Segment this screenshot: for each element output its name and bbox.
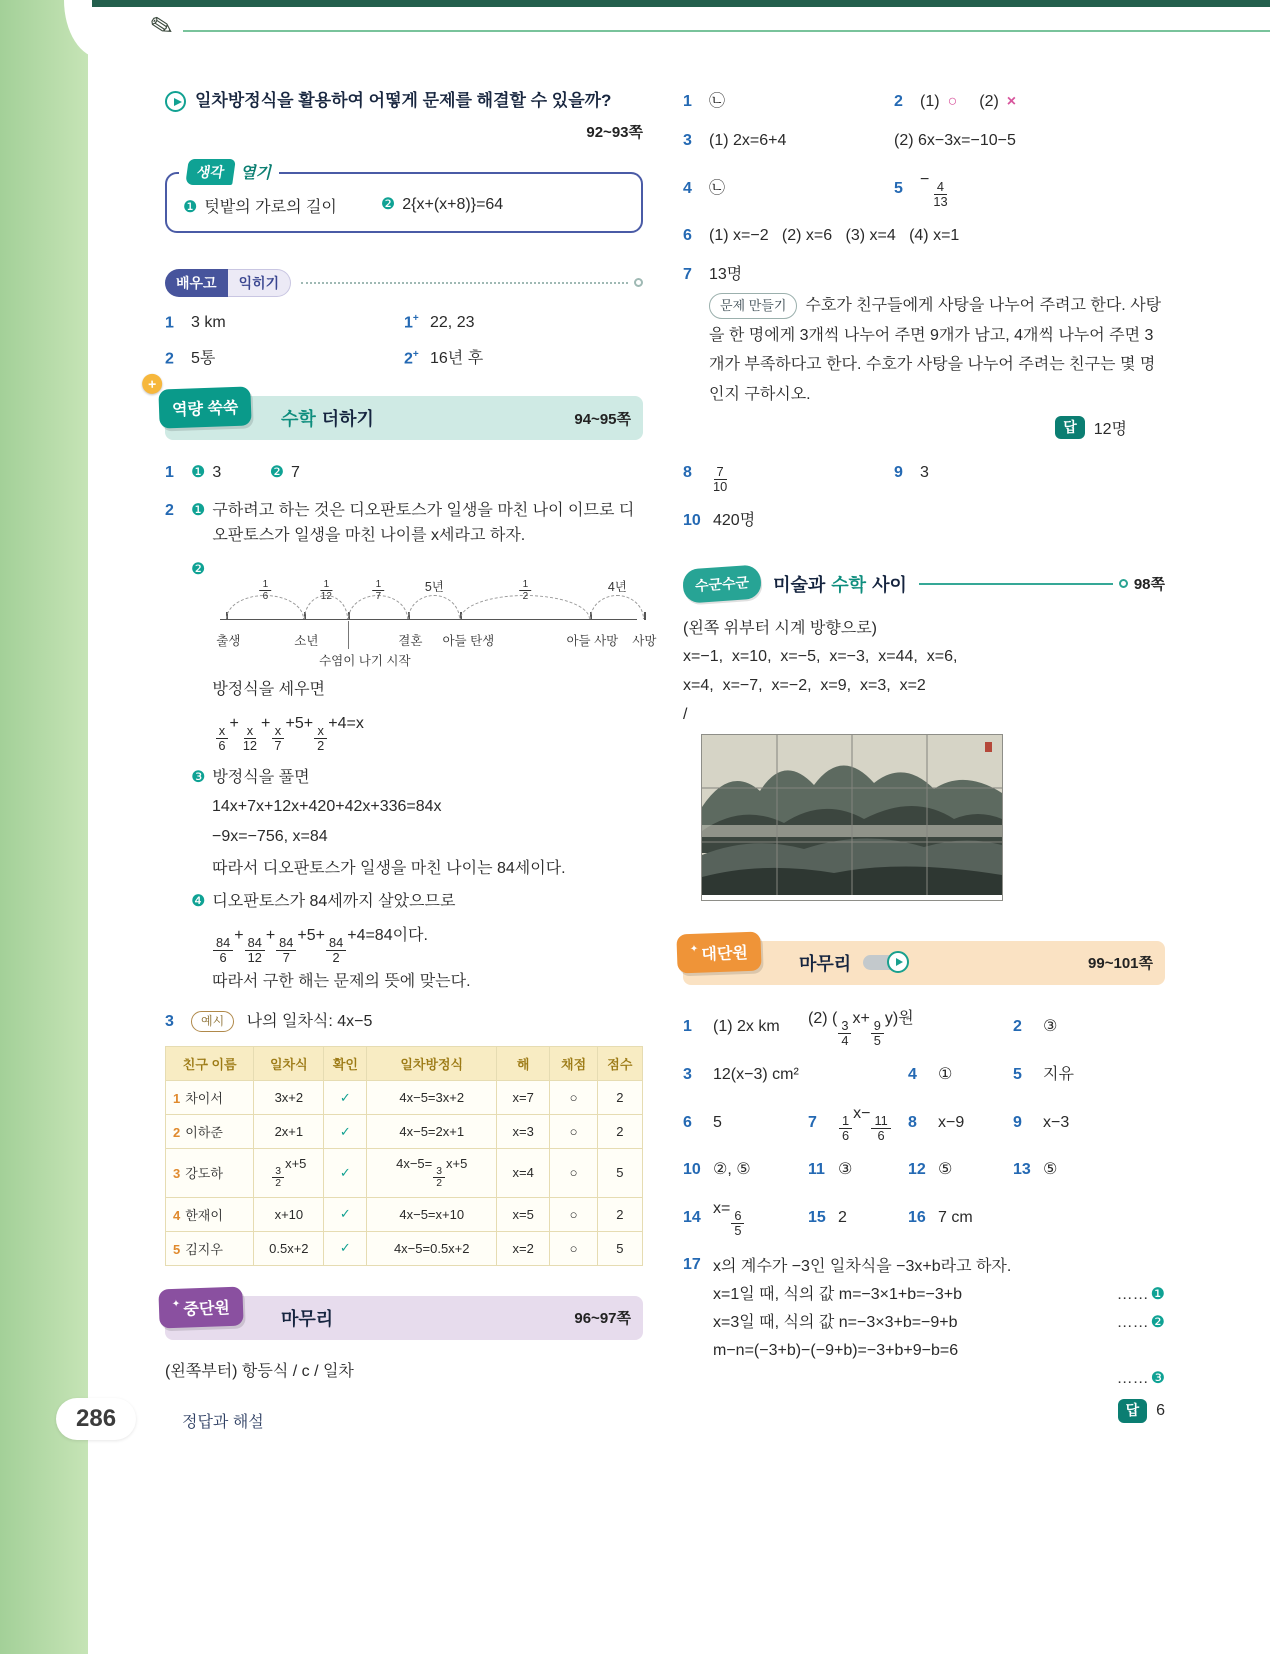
table-row: 1 차이서 3x+2 ✓ 4x−5=3x+2 x=7 ○ 2: [166, 1081, 643, 1115]
solve-line-1: 14x+7x+12x+420+42x+336=84x: [212, 798, 442, 816]
conclusion-1: 따라서 디오판토스가 일생을 마친 나이는 84세이다.: [212, 859, 566, 877]
think-item-1: ❶ 텃밭의 가로의 길이: [183, 198, 337, 216]
marker-3-icon: ❸: [1150, 1370, 1165, 1388]
wrong-x: ×: [1006, 93, 1017, 110]
answer-chip: 답: [1055, 416, 1085, 439]
marker-1-icon: ❶: [191, 464, 206, 482]
final-unit-badge: ✦ 대단원: [676, 931, 761, 973]
think-badge-part2: 열기: [240, 165, 271, 183]
skill-section-banner: + 역량 쑥쑥 수학 더하기 94~95쪽: [165, 396, 643, 440]
step-2-icon: ❷: [191, 561, 206, 579]
learn-practice-header: [165, 269, 643, 297]
example-badge: 예시: [191, 1011, 234, 1032]
question-2: 2 ❶ 구하려고 하는 것은 디오판토스가 일생을 마친 나이 이므로 디오판토스가 일생을 마친 나이를 x세라고 하자. ❷ $\frac{1}{6}$ $\frac{1}{12}$ $\frac{1}{7}$ 5년 $\frac{1}{2}$ 4년 출생 소년 결혼 아들 탄생 아들 사망 사망 수염이 나기 시작 방정식을 세우면 $\frac{x}{6}$ + $\frac{x}{12}$ + $\frac{x}{7}$ +5+ $\frac{x}{2}$ +4=x ❸ 방정식을 풀면 14x+7x+12x+420+42x+336=84x −9x=−756, x=84 따라서 디오판토스가 일생을 마친 나이는 84세이다. ❹ 디오판토스가 84세까지 살았으므로 $\frac{84}{6}$ + $\frac{84}{12}$ + $\frac{84}{7}$ +5+ $\frac{84}{2}$ +4=84이다. 따라서 구한 해는 문제의 뜻에 맞는다.: [165, 498, 643, 995]
question-3: 3 예시 나의 일차식: 4x−5: [165, 1009, 643, 1035]
leader-endcap: [634, 278, 643, 287]
table-row: 4 한재이 x+10 ✓ 4x−5=x+10 x=5 ○ 2: [166, 1197, 643, 1231]
lesson-title: 일차방정식을 활용하여 어떻게 문제를 해결할 수 있을까?: [195, 91, 612, 110]
question-1: 1 ❶ 3 ❷ 7: [165, 464, 300, 482]
answer-line: 2+ 16년 후: [404, 348, 484, 368]
right-column: [683, 90, 1165, 1452]
final-unit-banner: ✦ 대단원 마무리 99~101쪽: [683, 941, 1165, 985]
final-unit-pages: 99~101쪽: [1088, 955, 1153, 973]
sparkle-icon: ✦: [171, 1298, 181, 1310]
art-math-header: 수군수군 미술과 수학 사이 98쪽: [683, 567, 1165, 601]
learn-answers: [165, 313, 643, 368]
final-row-17: 17 x의 계수가 −3인 일차식을 −3x+b라고 하자. x=1일 때, 식의 값 m=−3×1+b=−3+b …… ❶ x=3일 때, 식의 값 n=−3×3+b=−9+b …… ❷ m−n=(−3+b)−(−9+b)=−3+b+9−b=6 …… ❸ 답 6: [683, 1253, 1165, 1437]
header-line: [183, 30, 1270, 32]
answer-line: 1+ 22, 23: [404, 312, 475, 332]
plus-medal-icon: +: [142, 374, 163, 395]
skill-badge: + 역량 쑥쑥: [158, 387, 252, 429]
answer-row-4-5: 4 ㉡ 5 − $\frac{4}{13}$: [683, 171, 948, 210]
play-icon: [165, 91, 186, 112]
think-open-box: [165, 163, 643, 233]
learn-badge-left: 배우고: [165, 269, 228, 297]
answer-line: 2 5통: [165, 350, 216, 368]
section-line: [919, 583, 1113, 585]
correct-circle: ○: [947, 93, 958, 110]
answer-row-1-2: 1 ㉡ 2 (1) ○ (2) ×: [683, 90, 1165, 114]
answer-row-3: 3 (1) 2x=6+4 (2) 6x−3x=−10−5: [683, 132, 1016, 149]
equation: $\frac{x}{6}$ + $\frac{x}{12}$ + $\frac{x}{7}$ +5+ $\frac{x}{2}$ +4=x: [214, 711, 643, 753]
solve-line-2: −9x=−756, x=84: [212, 827, 328, 845]
marker-1-icon: ❶: [183, 198, 198, 216]
answer-row-6: 6 (1) x=−2 (2) x=6 (3) x=4 (4) x=1: [683, 227, 960, 245]
final-row-10-13: 10 ②, ⑤ 11 ③ 12 ⑤ 13 ⑤: [683, 1161, 1058, 1179]
landscape-painting: [701, 734, 1003, 901]
mid-unit-answer: (왼쪽부터) 항등식 / c / 일차: [165, 1362, 354, 1380]
marker-1-icon: ❶: [1150, 1286, 1165, 1304]
answer-chip: 답: [1118, 1399, 1148, 1423]
sparkle-icon: ✦: [689, 943, 699, 955]
answer-row-8-9: 8 $\frac{7}{10}$ 9 3: [683, 463, 929, 494]
table-row: 3 강도하 $\frac{3}{2}$ x+5 ✓ 4x−5= $\frac{3}{2}$ x+5 x=4 ○ 5: [166, 1149, 643, 1198]
whisper-badge: 수군수군: [682, 564, 762, 603]
page-number: 286: [56, 1398, 136, 1440]
mid-unit-banner: ✦ 중단원 마무리 96~97쪽: [165, 1296, 643, 1340]
step-1-icon: ❶: [191, 501, 206, 519]
lesson-header: [165, 90, 643, 113]
check-table: 친구 이름 일차식 확인 일차방정식 해 채점 점수 1 차이서 3x+2 ✓ 4x−5=3x+2 x=7 ○ 2 2 이하준 2x+1 ✓ 4x−5=2x+1 x=3 ○ 2 3 강도하 $\frac{3}{2}$ x+5 ✓ 4x−5= $\frac{3}{2}$ x+5 x=4 ○ 5 4 한재이 x+10 ✓ 4x−5=x+10 x=5 ○ 2 5 김지우 0.5x+2 ✓ 4x−5=0.5x+2 x=2 ○ 5: [165, 1046, 643, 1266]
marker-2-icon: ❷: [1150, 1314, 1165, 1332]
left-column: [147, 90, 657, 1381]
answer-row-10: 10 420명: [683, 511, 756, 529]
skill-pages: 94~95쪽: [574, 410, 631, 428]
top-edge-bar: [92, 0, 1270, 7]
page-footer-label: 정답과 해설: [182, 1414, 264, 1431]
header-rule: [147, 8, 1270, 45]
make-problem-paragraph: 문제 만들기 수호가 친구들에게 사탕을 나누어 주려고 한다. 사탕을 한 명에게 3개씩 나누어 주면 9개가 남고, 4개씩 나누어 주면 3개가 부족하다고 한다. 수호가 사탕을 나누어 주려는 친구는 몇 명인지 구하시오.: [709, 291, 1165, 409]
lesson-pages: 92~93쪽: [586, 123, 643, 141]
diophantus-timeline: $\frac{1}{6}$ $\frac{1}{12}$ $\frac{1}{7}$ 5년 $\frac{1}{2}$ 4년 출생 소년 결혼 아들 탄생 아들 사망 사망 수염이 나기 시작: [216, 578, 657, 669]
art-answers: (왼쪽 위부터 시계 방향으로) x=−1, x=10, x=−5, x=−3, x=44, x=6, x=4, x=−7, x=−2, x=9, x=3, x=2 /: [683, 619, 958, 724]
marker-2-icon: ❷: [380, 195, 396, 213]
marker-pen-icon: [863, 955, 905, 970]
learn-badge-right: 익히기: [228, 269, 292, 297]
conclusion-2: 따라서 구한 해는 문제의 뜻에 맞는다.: [212, 972, 471, 990]
think-badge-part1: 생각: [185, 159, 236, 185]
marker-2-icon: ❷: [269, 464, 285, 482]
mid-unit-pages: 96~97쪽: [574, 1310, 631, 1328]
check-equation: $\frac{84}{6}$ + $\frac{84}{12}$ + $\frac{84}{7}$ +5+ $\frac{84}{2}$ +4=84이다.: [212, 923, 643, 965]
think-item-2: ❷ 2{x+(x+8)}=64: [380, 195, 504, 213]
pencil-icon: ✎: [147, 8, 177, 45]
final-row-3-5: 3 12(x−3) cm² 4 ① 5 지유: [683, 1066, 1074, 1084]
final-row-1-2: 1 (1) 2x km (2) ( $\frac{3}{4}$ x+ $\frac{9}{5}$ y)원 2 ③: [683, 1009, 1058, 1048]
answer-line: 1 3 km: [165, 314, 226, 332]
dotted-leader: [301, 282, 628, 284]
mid-unit-badge: ✦ 중단원: [158, 1286, 243, 1328]
painting-image: [702, 735, 1002, 895]
answer-row-7: 7 13명: [683, 266, 743, 284]
think-open-badge: [179, 159, 279, 185]
art-pages: 98쪽: [1133, 576, 1165, 594]
make-problem-answer: 답 12명: [683, 416, 1165, 439]
table-row: 2 이하준 2x+1 ✓ 4x−5=2x+1 x=3 ○ 2: [166, 1115, 643, 1149]
line-endcap: [1119, 579, 1128, 588]
table-row: 5 김지우 0.5x+2 ✓ 4x−5=0.5x+2 x=2 ○ 5: [166, 1231, 643, 1265]
final-row-14-16: 14 x= $\frac{6}{5}$ 15 2 16 7 cm: [683, 1200, 973, 1239]
make-problem-badge: 문제 만들기: [709, 293, 797, 319]
final-answer: 답 6: [713, 1399, 1165, 1423]
final-row-6-9: 6 5 7 $\frac{1}{6}$ x− $\frac{11}{6}$ 8 x−9 9 x−3: [683, 1105, 1070, 1144]
step-4-icon: ❹: [191, 893, 206, 911]
step-3-icon: ❸: [191, 768, 206, 786]
